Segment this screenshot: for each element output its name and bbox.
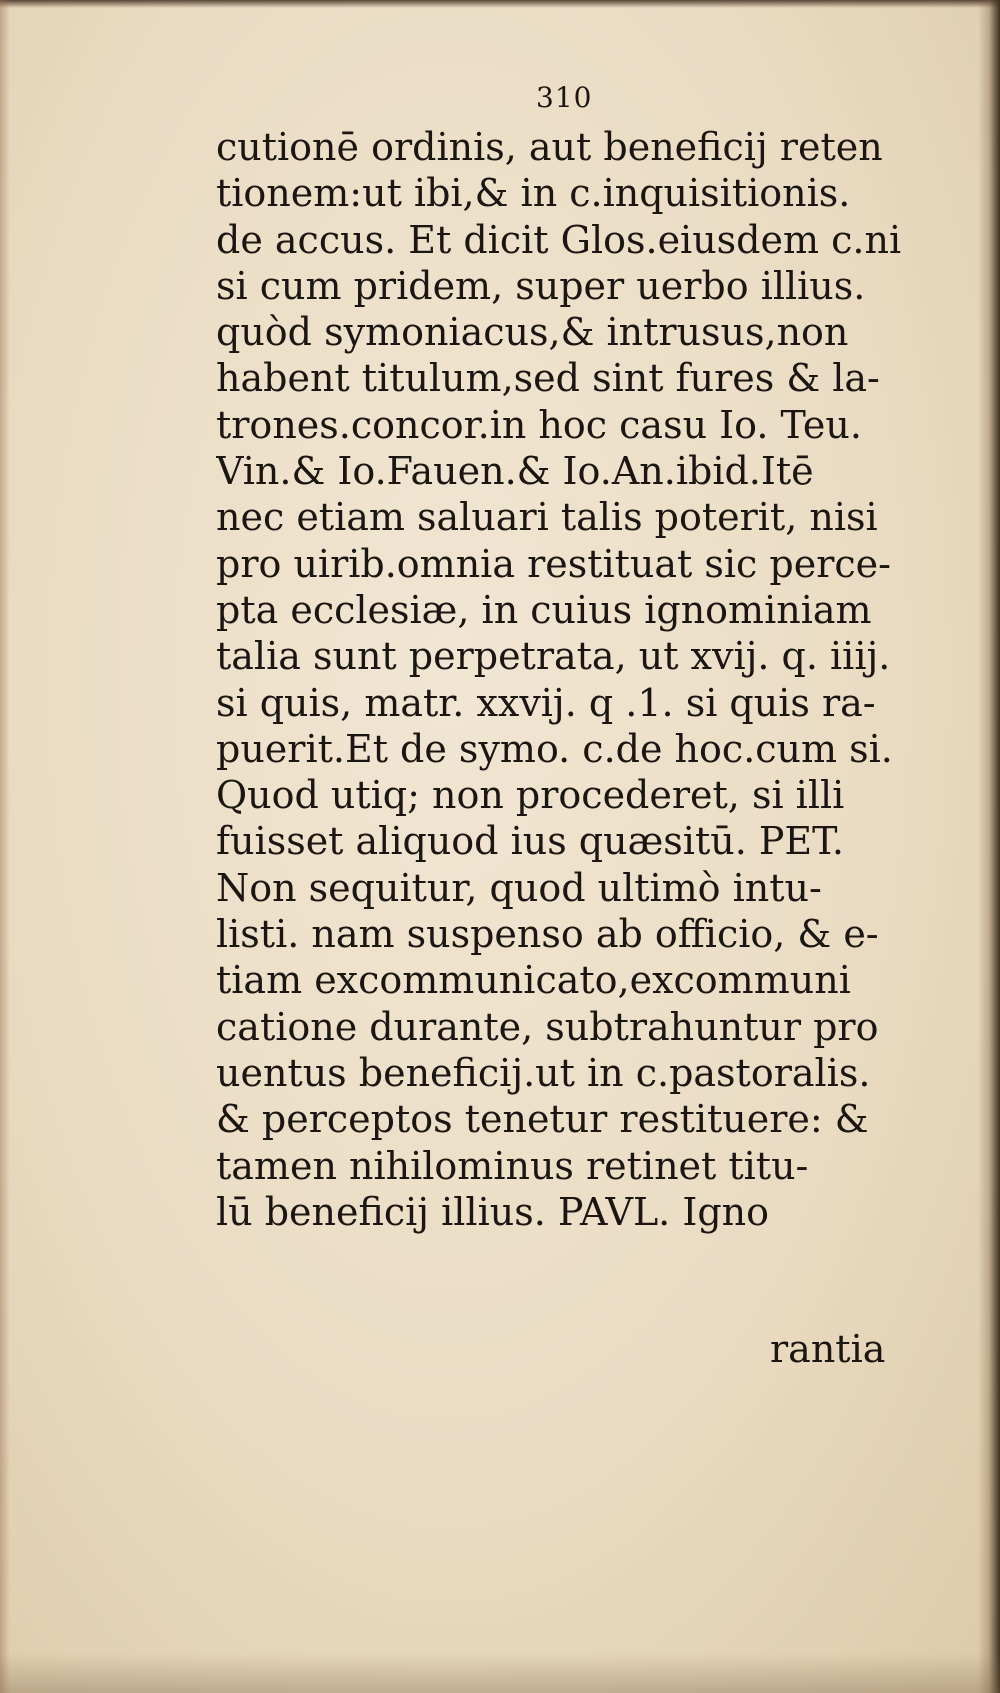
page-top-edge — [0, 0, 1000, 8]
page-number: 310 — [536, 81, 593, 114]
text-line: de accus. Et dicit Glos.eiusdem c.ni — [216, 217, 902, 262]
text-line: pro uirib.omnia restituat sic perce- — [216, 541, 892, 586]
page-right-edge — [978, 0, 1000, 1693]
text-line: tionem:ut ibi,& in c.inquisitionis. — [216, 171, 851, 216]
text-line: Vin.& Io.Fauen.& Io.An.ibid.Itē — [216, 449, 814, 494]
text-line: habent titulum,sed sint fures & la- — [216, 356, 880, 401]
text-line: trones.concor.in hoc casu Io. Teu. — [216, 402, 862, 447]
text-line: Quod utiq; non procederet, si illi — [216, 773, 845, 818]
text-line: Non sequitur, quod ultimò intu- — [216, 865, 822, 910]
text-line: nec etiam saluari talis poterit, nisi — [216, 495, 878, 540]
text-line: tiam excommunicato,excommuni — [216, 958, 851, 1003]
text-line: fuisset aliquod ius quæsitū. PET. — [216, 819, 845, 864]
text-line: listi. nam suspenso ab officio, & e- — [216, 912, 879, 957]
text-line: si cum pridem, super uerbo illius. — [216, 263, 866, 308]
text-line: puerit.Et de symo. c.de hoc.cum si. — [216, 726, 893, 771]
text-line: tamen nihilominus retinet titu- — [216, 1143, 809, 1188]
page-bottom-edge — [0, 1653, 1000, 1693]
text-line: cutionē ordinis, aut beneficij reten — [216, 125, 883, 169]
catchword: rantia — [770, 1327, 886, 1371]
text-line: catione durante, subtrahuntur pro — [216, 1004, 879, 1049]
text-line: quòd symoniacus,& intrusus,non — [216, 310, 849, 355]
page-left-edge — [0, 0, 10, 1693]
body-text — [216, 124, 906, 1235]
text-line: lū beneficij illius. PAVL. Igno — [216, 1189, 770, 1234]
text-line: pta ecclesiæ, in cuius ignominiam — [216, 587, 872, 632]
text-line: si quis, matr. xxvij. q .1. si quis ra- — [216, 680, 876, 725]
text-line: talia sunt perpetrata, ut xvij. q. iiij. — [216, 634, 891, 679]
text-line: uentus beneficij.ut in c.pastoralis. — [216, 1050, 871, 1095]
text-line: & perceptos tenetur restituere: & — [216, 1097, 869, 1142]
